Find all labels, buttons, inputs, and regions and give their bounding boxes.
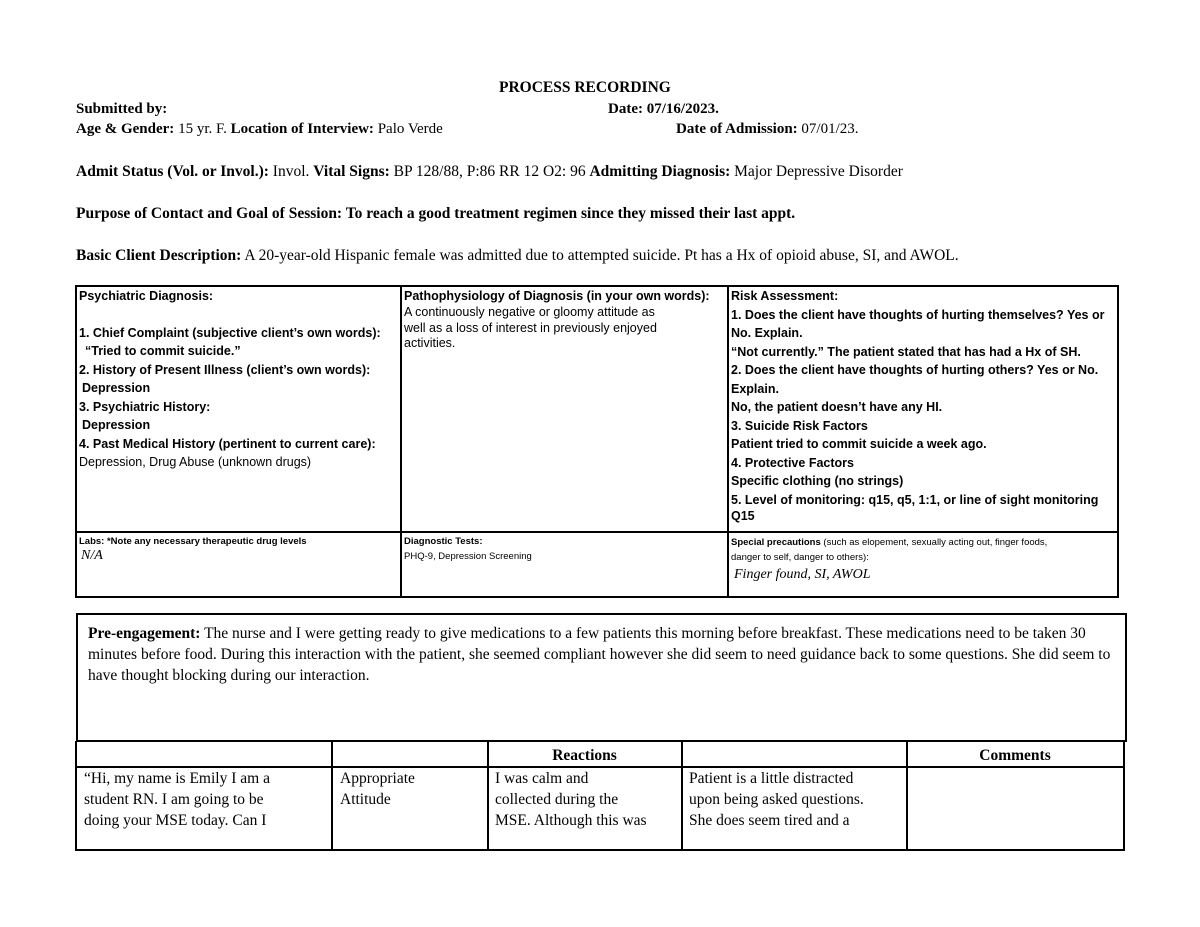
risk-line: Specific clothing (no strings) (731, 474, 904, 488)
cell-line: I was calm and (495, 770, 589, 787)
present-illness-value: Depression (82, 381, 151, 395)
risk-line: Patient tried to commit suicide a week ago. (731, 437, 987, 451)
cell-line: student RN. I am going to be (84, 791, 264, 808)
basic-client-description (76, 246, 959, 266)
header-comments: Comments (979, 747, 1051, 764)
pre-engagement-label: Pre-engagement: (88, 625, 201, 642)
special-precautions-label: Special precautions (731, 537, 821, 548)
pre-engagement-text (88, 623, 1118, 686)
diagnostic-tests-value: PHQ-9, Depression Screening (404, 551, 532, 562)
cell-line: Patient is a little distracted (689, 770, 854, 787)
pathophysiology-cell (404, 287, 724, 352)
location-label: Location of Interview: (230, 121, 374, 137)
purpose-of-contact: Purpose of Contact and Goal of Session: To reach a good treatment regimen since they missed their last appt. (76, 205, 796, 222)
age-gender-label: Age & Gender: (76, 121, 175, 137)
admit-status-line (76, 162, 903, 182)
header-reactions: Reactions (552, 747, 617, 764)
table-cell (340, 768, 415, 810)
age-gender-line (76, 120, 443, 138)
process-table (75, 741, 1125, 851)
risk-line: “Not currently.” The patient stated that has had a Hx of SH. (731, 344, 1081, 359)
admit-status-label: Admit Status (Vol. or Invol.): (76, 163, 269, 180)
risk-line: Explain. (731, 381, 779, 396)
risk-assessment-title: Risk Assessment: (731, 289, 839, 303)
pre-engagement-body: The nurse and I were getting ready to give medications to a few patients this morning before breakfast. These medications need to be taken 30 minutes before food. During this interaction with the patient, she seemed compliant however she did seem to need guidance back to some questions. She did seem to have thought blocking during our interaction. (88, 625, 1111, 684)
vital-signs-label: Vital Signs: (313, 163, 390, 180)
chief-complaint-label: 1. Chief Complaint (subjective client’s own words): (79, 325, 381, 340)
admission-value: 07/01/23. (801, 121, 859, 137)
special-precautions-title (731, 535, 1119, 551)
cell-line: collected during the (495, 791, 619, 808)
admitting-diagnosis-value: Major Depressive Disorder (734, 163, 903, 180)
special-precautions-examples-2: danger to self, danger to others): (731, 552, 869, 563)
risk-line: 4. Protective Factors (731, 455, 854, 470)
pathophysiology-line: activities. (404, 336, 456, 350)
diagnostic-tests-title: Diagnostic Tests: (404, 536, 483, 547)
special-precautions-value: Finger found, SI, AWOL (734, 567, 871, 582)
labs-value: N/A (81, 548, 103, 563)
table-cell (84, 768, 270, 831)
risk-line: Q15 (731, 509, 755, 523)
past-medical-history-value: Depression, Drug Abuse (unknown drugs) (79, 455, 312, 469)
submitted-by-label: Submitted by: (76, 101, 168, 117)
cell-line: Attitude (340, 791, 391, 808)
basic-client-value: A 20-year-old Hispanic female was admitted due to attempted suicide. Pt has a Hx of opioid abuse, SI, and AWOL. (244, 247, 959, 264)
labs-title: Labs: *Note any necessary therapeutic drug levels (79, 536, 307, 547)
psychiatric-history-label: 3. Psychiatric History: (79, 399, 211, 414)
table-cell (495, 768, 647, 831)
cell-line: MSE. Although this was (495, 812, 647, 829)
risk-line: No, the patient doesn’t have any HI. (731, 400, 943, 414)
special-precautions-examples: (such as elopement, sexually acting out, finger foods, (820, 537, 1048, 548)
pre-engagement-box (76, 613, 1127, 742)
cell-line: upon being asked questions. (689, 791, 864, 808)
table-cell (689, 768, 864, 831)
location-value: Palo Verde (377, 121, 443, 137)
cell-line: Appropriate (340, 770, 415, 787)
admitting-diagnosis-label: Admitting Diagnosis: (589, 163, 731, 180)
pathophysiology-line: well as a loss of interest in previously enjoyed (404, 320, 657, 335)
labs-cell (79, 535, 397, 564)
chief-complaint-value: “Tried to commit suicide.” (85, 344, 241, 358)
age-gender-value: 15 yr. F. (178, 121, 227, 137)
cell-line: “Hi, my name is Emily I am a (84, 770, 270, 787)
risk-line: 5. Level of monitoring: q15, q5, 1:1, or line of sight monitoring (731, 492, 1099, 507)
psychiatric-diagnosis-title: Psychiatric Diagnosis: (79, 289, 214, 303)
psychiatric-diagnosis-cell (79, 287, 397, 472)
risk-line: 2. Does the client have thoughts of hurting others? Yes or No. (731, 363, 1099, 377)
basic-client-label: Basic Client Description: (76, 247, 242, 264)
admission-label: Date of Admission: (676, 121, 798, 137)
pathophysiology-title: Pathophysiology of Diagnosis (in your own words): (404, 289, 710, 303)
admission-line (676, 120, 859, 138)
admit-status-value: Invol. (272, 163, 310, 180)
psychiatric-history-value: Depression (82, 418, 151, 432)
present-illness-label: 2. History of Present Illness (client’s own words): (79, 362, 371, 377)
pathophysiology-line: A continuously negative or gloomy attitude as (404, 305, 655, 319)
diagnostic-tests-cell (404, 535, 724, 563)
risk-line: No. Explain. (731, 326, 803, 340)
risk-assessment-cell (731, 287, 1119, 523)
date-label: Date: 07/16/2023. (608, 101, 719, 117)
cell-line: She does seem tired and a (689, 812, 850, 829)
past-medical-history-label: 4. Past Medical History (pertinent to current care): (79, 436, 376, 451)
assessment-table (75, 285, 1119, 598)
cell-line: doing your MSE today. Can I (84, 812, 267, 829)
risk-line: 3. Suicide Risk Factors (731, 418, 868, 433)
vital-signs-value: BP 128/88, P:86 RR 12 O2: 96 (393, 163, 586, 180)
special-precautions-cell (731, 535, 1119, 583)
page-title: PROCESS RECORDING (499, 79, 671, 96)
risk-line: 1. Does the client have thoughts of hurting themselves? Yes or (731, 307, 1105, 322)
